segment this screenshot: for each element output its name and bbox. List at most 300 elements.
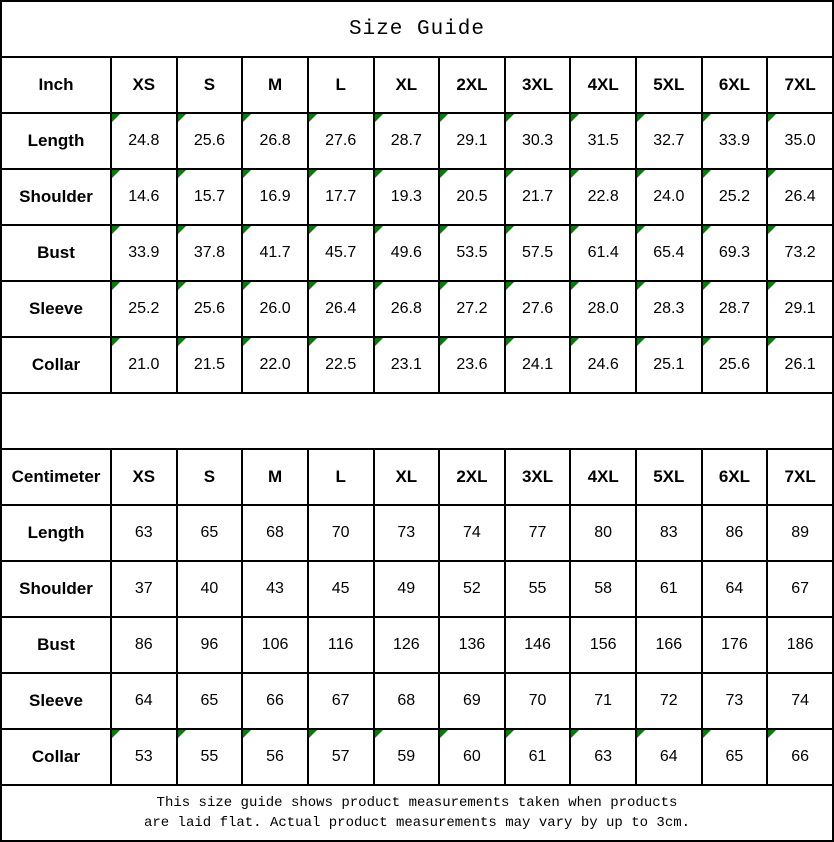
measurement-value: 25.6 bbox=[193, 300, 225, 317]
measurement-value: 69 bbox=[463, 692, 481, 709]
measurement-label: Sleeve bbox=[1, 673, 111, 729]
measurement-value-cell bbox=[177, 225, 243, 281]
flag-triangle-icon bbox=[768, 730, 776, 738]
measurement-value: 37 bbox=[134, 580, 153, 597]
measurement-value: 26.8 bbox=[259, 132, 291, 149]
measurement-value: 65 bbox=[725, 748, 744, 765]
measurement-value: 16.9 bbox=[259, 188, 291, 205]
measurement-value-cell bbox=[702, 113, 768, 169]
measurement-value: 63 bbox=[134, 524, 153, 541]
measurement-value: 64 bbox=[659, 748, 678, 765]
measurement-value: 41.7 bbox=[259, 244, 291, 261]
measurement-value: 25.6 bbox=[193, 132, 225, 149]
measurement-value: 53 bbox=[134, 748, 153, 765]
flag-triangle-icon bbox=[768, 282, 776, 290]
measurement-value: 89 bbox=[791, 524, 810, 541]
flag-triangle-icon bbox=[112, 226, 120, 234]
measurement-value-cell bbox=[111, 617, 177, 673]
footer-note bbox=[0, 786, 834, 842]
flag-triangle-icon bbox=[112, 170, 120, 178]
measurement-value-cell bbox=[636, 225, 702, 281]
measurement-value-cell bbox=[308, 505, 374, 561]
centimeter-size-table bbox=[0, 448, 834, 786]
measurement-value: 80 bbox=[594, 524, 613, 541]
flag-triangle-icon bbox=[309, 338, 317, 346]
inch-size-table bbox=[0, 56, 834, 394]
measurement-value-cell bbox=[308, 337, 374, 393]
measurement-value: 25.2 bbox=[128, 300, 160, 317]
flag-triangle-icon bbox=[243, 338, 251, 346]
measurement-value-cell bbox=[177, 505, 243, 561]
measurement-label: Shoulder bbox=[1, 561, 111, 617]
measurement-value-cell bbox=[111, 673, 177, 729]
measurement-value-cell bbox=[242, 505, 308, 561]
measurement-value: 30.3 bbox=[521, 132, 554, 149]
measurement-value-cell bbox=[570, 337, 636, 393]
flag-triangle-icon bbox=[440, 338, 448, 346]
measurement-value-cell bbox=[439, 729, 505, 785]
size-column-header: 3XL bbox=[505, 449, 571, 505]
measurement-value-cell bbox=[111, 337, 177, 393]
measurement-row bbox=[1, 337, 833, 393]
size-column-header: 5XL bbox=[636, 57, 702, 113]
size-column-header: XS bbox=[111, 449, 177, 505]
measurement-value-cell bbox=[767, 617, 833, 673]
measurement-value-cell bbox=[570, 729, 636, 785]
measurement-value-cell bbox=[374, 169, 440, 225]
measurement-value-cell bbox=[570, 505, 636, 561]
measurement-row bbox=[1, 169, 833, 225]
flag-triangle-icon bbox=[178, 170, 186, 178]
measurement-value: 74 bbox=[463, 524, 481, 541]
measurement-value: 26.4 bbox=[325, 300, 357, 317]
flag-triangle-icon bbox=[178, 338, 186, 346]
measurement-value: 73 bbox=[397, 524, 416, 541]
measurement-value-cell bbox=[111, 113, 177, 169]
size-column-header: 7XL bbox=[767, 449, 833, 505]
flag-triangle-icon bbox=[571, 170, 579, 178]
measurement-value-cell bbox=[111, 505, 177, 561]
measurement-value: 31.5 bbox=[587, 132, 619, 149]
measurement-value-cell bbox=[636, 561, 702, 617]
measurement-value: 19.3 bbox=[390, 188, 422, 205]
measurement-label: Bust bbox=[1, 617, 111, 673]
measurement-value: 65.4 bbox=[653, 244, 685, 261]
measurement-value-cell bbox=[767, 561, 833, 617]
measurement-value: 67 bbox=[791, 580, 810, 597]
measurement-value: 22.8 bbox=[587, 188, 619, 205]
measurement-value: 67 bbox=[331, 692, 350, 709]
flag-triangle-icon bbox=[440, 282, 448, 290]
flag-triangle-icon bbox=[506, 282, 514, 290]
measurement-value: 15.7 bbox=[193, 188, 225, 205]
flag-triangle-icon bbox=[112, 114, 120, 122]
measurement-value: 136 bbox=[458, 636, 486, 653]
measurement-value: 61 bbox=[659, 580, 678, 597]
measurement-value: 22.5 bbox=[325, 356, 357, 373]
flag-triangle-icon bbox=[637, 338, 645, 346]
measurement-value-cell bbox=[308, 561, 374, 617]
flag-triangle-icon bbox=[243, 114, 251, 122]
measurement-value-cell bbox=[636, 617, 702, 673]
measurement-value: 14.6 bbox=[128, 188, 160, 205]
measurement-value-cell bbox=[570, 281, 636, 337]
size-column-header: L bbox=[308, 449, 374, 505]
measurement-value-cell bbox=[242, 617, 308, 673]
measurement-value: 28.3 bbox=[653, 300, 685, 317]
measurement-value: 86 bbox=[134, 636, 153, 653]
measurement-value: 28.7 bbox=[718, 300, 750, 317]
size-column-header: M bbox=[242, 449, 308, 505]
flag-triangle-icon bbox=[703, 170, 711, 178]
flag-triangle-icon bbox=[309, 226, 317, 234]
measurement-value: 29.1 bbox=[456, 132, 488, 149]
size-column-header: XL bbox=[374, 57, 440, 113]
measurement-value: 65 bbox=[200, 524, 219, 541]
flag-triangle-icon bbox=[637, 282, 645, 290]
measurement-value: 58 bbox=[594, 580, 613, 597]
measurement-value-cell bbox=[439, 113, 505, 169]
measurement-value: 106 bbox=[261, 636, 289, 653]
measurement-value-cell bbox=[242, 225, 308, 281]
measurement-row bbox=[1, 617, 833, 673]
measurement-row bbox=[1, 673, 833, 729]
measurement-value-cell bbox=[702, 673, 768, 729]
measurement-value: 24.8 bbox=[128, 132, 160, 149]
size-header-row bbox=[1, 57, 833, 113]
measurement-value-cell bbox=[439, 169, 505, 225]
measurement-value: 29.1 bbox=[784, 300, 816, 317]
measurement-value-cell bbox=[177, 561, 243, 617]
measurement-value-cell bbox=[177, 113, 243, 169]
flag-triangle-icon bbox=[506, 226, 514, 234]
size-column-header: 7XL bbox=[767, 57, 833, 113]
measurement-value: 116 bbox=[327, 636, 354, 653]
flag-triangle-icon bbox=[768, 226, 776, 234]
measurement-value-cell bbox=[570, 561, 636, 617]
flag-triangle-icon bbox=[243, 282, 251, 290]
size-column-header: XL bbox=[374, 449, 440, 505]
measurement-value: 24.0 bbox=[653, 188, 685, 205]
measurement-value-cell bbox=[505, 505, 571, 561]
measurement-row bbox=[1, 729, 833, 785]
measurement-value-cell bbox=[177, 673, 243, 729]
measurement-value: 73 bbox=[725, 692, 744, 709]
measurement-value: 68 bbox=[397, 692, 416, 709]
measurement-value: 70 bbox=[331, 524, 350, 541]
flag-triangle-icon bbox=[112, 338, 120, 346]
flag-triangle-icon bbox=[309, 282, 317, 290]
measurement-value-cell bbox=[702, 337, 768, 393]
size-column-header: M bbox=[242, 57, 308, 113]
measurement-value-cell bbox=[439, 673, 505, 729]
flag-triangle-icon bbox=[637, 170, 645, 178]
measurement-value: 77 bbox=[528, 524, 547, 541]
measurement-value-cell bbox=[702, 561, 768, 617]
flag-triangle-icon bbox=[768, 338, 776, 346]
measurement-value: 25.2 bbox=[718, 188, 750, 205]
measurement-value: 37.8 bbox=[193, 244, 225, 261]
measurement-value-cell bbox=[767, 281, 833, 337]
flag-triangle-icon bbox=[178, 282, 186, 290]
measurement-value: 126 bbox=[392, 636, 420, 653]
measurement-value: 27.6 bbox=[325, 132, 357, 149]
measurement-value-cell bbox=[111, 225, 177, 281]
flag-triangle-icon bbox=[506, 338, 514, 346]
measurement-value: 55 bbox=[200, 748, 219, 765]
flag-triangle-icon bbox=[506, 170, 514, 178]
measurement-value: 156 bbox=[589, 636, 617, 653]
measurement-value: 166 bbox=[655, 636, 683, 653]
measurement-row bbox=[1, 561, 833, 617]
measurement-row bbox=[1, 225, 833, 281]
measurement-value: 63 bbox=[594, 748, 613, 765]
measurement-value: 35.0 bbox=[784, 132, 816, 149]
measurement-value-cell bbox=[374, 337, 440, 393]
measurement-value-cell bbox=[570, 113, 636, 169]
flag-triangle-icon bbox=[571, 226, 579, 234]
measurement-value-cell bbox=[570, 169, 636, 225]
measurement-value-cell bbox=[570, 673, 636, 729]
flag-triangle-icon bbox=[440, 730, 448, 738]
size-guide-title: Size Guide bbox=[0, 0, 834, 56]
measurement-value: 69.3 bbox=[718, 244, 750, 261]
measurement-value: 26.8 bbox=[390, 300, 422, 317]
flag-triangle-icon bbox=[506, 730, 514, 738]
size-header-row bbox=[1, 449, 833, 505]
measurement-value-cell bbox=[702, 505, 768, 561]
flag-triangle-icon bbox=[768, 170, 776, 178]
flag-triangle-icon bbox=[637, 114, 645, 122]
measurement-value-cell bbox=[570, 617, 636, 673]
measurement-value: 72 bbox=[659, 692, 678, 709]
measurement-value-cell bbox=[505, 561, 571, 617]
measurement-value-cell bbox=[636, 505, 702, 561]
measurement-value-cell bbox=[374, 281, 440, 337]
measurement-value-cell bbox=[177, 617, 243, 673]
measurement-label: Collar bbox=[1, 337, 111, 393]
measurement-value-cell bbox=[636, 729, 702, 785]
measurement-value: 21.5 bbox=[193, 356, 225, 373]
measurement-value: 28.7 bbox=[390, 132, 422, 149]
measurement-value: 25.1 bbox=[653, 356, 685, 373]
size-column-header: 6XL bbox=[702, 57, 768, 113]
measurement-value: 25.6 bbox=[718, 356, 750, 373]
flag-triangle-icon bbox=[112, 282, 120, 290]
measurement-value-cell bbox=[177, 281, 243, 337]
measurement-value-cell bbox=[242, 169, 308, 225]
measurement-value: 28.0 bbox=[587, 300, 619, 317]
measurement-value: 24.1 bbox=[521, 356, 554, 373]
measurement-value: 65 bbox=[200, 692, 219, 709]
measurement-value: 43 bbox=[266, 580, 284, 597]
measurement-value: 73.2 bbox=[784, 244, 816, 261]
measurement-value: 32.7 bbox=[653, 132, 685, 149]
measurement-value-cell bbox=[111, 281, 177, 337]
measurement-value-cell bbox=[308, 113, 374, 169]
measurement-value-cell bbox=[439, 225, 505, 281]
flag-triangle-icon bbox=[571, 282, 579, 290]
measurement-value-cell bbox=[439, 505, 505, 561]
measurement-value-cell bbox=[636, 673, 702, 729]
measurement-value-cell bbox=[767, 729, 833, 785]
measurement-label: Collar bbox=[1, 729, 111, 785]
measurement-value-cell bbox=[111, 169, 177, 225]
measurement-value-cell bbox=[702, 729, 768, 785]
measurement-value: 71 bbox=[594, 692, 613, 709]
measurement-value: 45.7 bbox=[325, 244, 357, 261]
measurement-value-cell bbox=[702, 169, 768, 225]
measurement-row bbox=[1, 281, 833, 337]
measurement-value: 33.9 bbox=[718, 132, 750, 149]
measurement-value-cell bbox=[242, 113, 308, 169]
flag-triangle-icon bbox=[375, 226, 383, 234]
flag-triangle-icon bbox=[703, 114, 711, 122]
measurement-value-cell bbox=[702, 225, 768, 281]
measurement-value: 49.6 bbox=[390, 244, 422, 261]
measurement-value-cell bbox=[242, 281, 308, 337]
measurement-value-cell bbox=[767, 225, 833, 281]
measurement-value: 146 bbox=[524, 636, 551, 653]
measurement-value-cell bbox=[439, 281, 505, 337]
size-column-header: XS bbox=[111, 57, 177, 113]
measurement-value: 27.2 bbox=[456, 300, 488, 317]
measurement-value: 52 bbox=[463, 580, 481, 597]
measurement-value-cell bbox=[177, 337, 243, 393]
measurement-value-cell bbox=[111, 729, 177, 785]
flag-triangle-icon bbox=[768, 114, 776, 122]
unit-header-cell: Centimeter bbox=[1, 449, 111, 505]
measurement-value-cell bbox=[374, 561, 440, 617]
flag-triangle-icon bbox=[637, 730, 645, 738]
measurement-value: 96 bbox=[200, 636, 219, 653]
measurement-value: 64 bbox=[134, 692, 153, 709]
flag-triangle-icon bbox=[243, 730, 251, 738]
flag-triangle-icon bbox=[506, 114, 514, 122]
measurement-value-cell bbox=[308, 729, 374, 785]
measurement-value-cell bbox=[308, 281, 374, 337]
flag-triangle-icon bbox=[637, 226, 645, 234]
measurement-value-cell bbox=[702, 617, 768, 673]
flag-triangle-icon bbox=[309, 730, 317, 738]
flag-triangle-icon bbox=[571, 114, 579, 122]
flag-triangle-icon bbox=[375, 730, 383, 738]
measurement-value: 61.4 bbox=[587, 244, 619, 261]
measurement-value-cell bbox=[111, 561, 177, 617]
size-column-header: 3XL bbox=[505, 57, 571, 113]
measurement-value: 20.5 bbox=[456, 188, 488, 205]
measurement-value-cell bbox=[308, 617, 374, 673]
measurement-value-cell bbox=[439, 617, 505, 673]
measurement-value-cell bbox=[505, 169, 571, 225]
measurement-value: 22.0 bbox=[259, 356, 291, 373]
flag-triangle-icon bbox=[703, 730, 711, 738]
measurement-value: 40 bbox=[200, 580, 219, 597]
measurement-value: 60 bbox=[463, 748, 481, 765]
measurement-value-cell bbox=[570, 225, 636, 281]
measurement-value-cell bbox=[767, 673, 833, 729]
flag-triangle-icon bbox=[178, 226, 186, 234]
flag-triangle-icon bbox=[703, 226, 711, 234]
measurement-value-cell bbox=[767, 337, 833, 393]
flag-triangle-icon bbox=[440, 226, 448, 234]
unit-header-cell: Inch bbox=[1, 57, 111, 113]
footer-note-line-2: are laid flat. Actual product measurements may vary by up to 3cm. bbox=[143, 815, 691, 831]
measurement-label: Sleeve bbox=[1, 281, 111, 337]
flag-triangle-icon bbox=[375, 170, 383, 178]
flag-triangle-icon bbox=[309, 114, 317, 122]
flag-triangle-icon bbox=[440, 114, 448, 122]
size-column-header: L bbox=[308, 57, 374, 113]
measurement-value-cell bbox=[374, 673, 440, 729]
measurement-label: Shoulder bbox=[1, 169, 111, 225]
flag-triangle-icon bbox=[571, 730, 579, 738]
measurement-value: 70 bbox=[528, 692, 547, 709]
measurement-value: 27.6 bbox=[521, 300, 554, 317]
measurement-row bbox=[1, 505, 833, 561]
measurement-value-cell bbox=[702, 281, 768, 337]
measurement-value-cell bbox=[242, 673, 308, 729]
flag-triangle-icon bbox=[309, 170, 317, 178]
measurement-value: 176 bbox=[721, 636, 748, 653]
size-column-header: 5XL bbox=[636, 449, 702, 505]
measurement-value: 53.5 bbox=[456, 244, 488, 261]
size-column-header: 6XL bbox=[702, 449, 768, 505]
measurement-value: 83 bbox=[659, 524, 678, 541]
measurement-value-cell bbox=[636, 169, 702, 225]
flag-triangle-icon bbox=[375, 338, 383, 346]
measurement-value-cell bbox=[505, 729, 571, 785]
measurement-value-cell bbox=[505, 617, 571, 673]
measurement-label: Bust bbox=[1, 225, 111, 281]
measurement-value: 21.7 bbox=[521, 188, 554, 205]
measurement-value: 24.6 bbox=[587, 356, 619, 373]
measurement-value: 26.4 bbox=[784, 188, 816, 205]
measurement-value: 86 bbox=[725, 524, 744, 541]
footer-note-line-1: This size guide shows product measurements taken when products bbox=[156, 795, 678, 811]
measurement-value: 59 bbox=[397, 748, 416, 765]
size-column-header: 2XL bbox=[439, 449, 505, 505]
flag-triangle-icon bbox=[178, 730, 186, 738]
measurement-value-cell bbox=[374, 729, 440, 785]
measurement-value-cell bbox=[767, 169, 833, 225]
measurement-value: 45 bbox=[331, 580, 350, 597]
measurement-value: 23.1 bbox=[390, 356, 422, 373]
measurement-value: 49 bbox=[397, 580, 416, 597]
measurement-value-cell bbox=[439, 561, 505, 617]
measurement-value: 55 bbox=[528, 580, 547, 597]
measurement-value-cell bbox=[242, 561, 308, 617]
flag-triangle-icon bbox=[112, 730, 120, 738]
measurement-value-cell bbox=[767, 505, 833, 561]
measurement-value-cell bbox=[505, 281, 571, 337]
measurement-value-cell bbox=[242, 729, 308, 785]
measurement-value: 17.7 bbox=[325, 188, 357, 205]
measurement-value-cell bbox=[505, 673, 571, 729]
measurement-value: 186 bbox=[786, 636, 814, 653]
measurement-value-cell bbox=[767, 113, 833, 169]
measurement-label: Length bbox=[1, 505, 111, 561]
flag-triangle-icon bbox=[571, 338, 579, 346]
measurement-value-cell bbox=[374, 113, 440, 169]
measurement-value: 61 bbox=[528, 748, 547, 765]
measurement-value-cell bbox=[636, 113, 702, 169]
measurement-value-cell bbox=[374, 225, 440, 281]
measurement-value-cell bbox=[308, 169, 374, 225]
flag-triangle-icon bbox=[375, 114, 383, 122]
size-column-header: 2XL bbox=[439, 57, 505, 113]
flag-triangle-icon bbox=[178, 114, 186, 122]
